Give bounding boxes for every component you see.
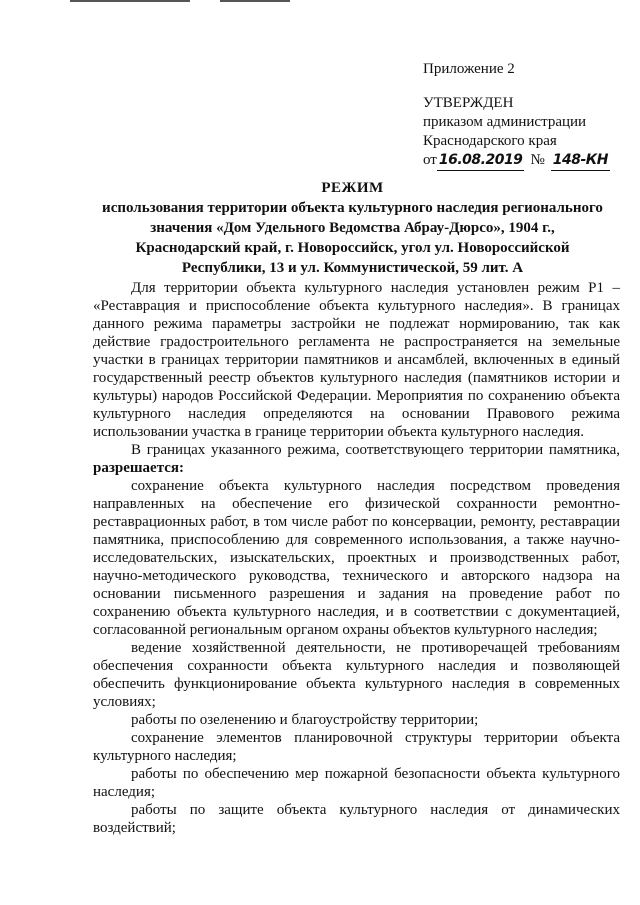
title-line-4: Республики, 13 и ул. Коммунистической, 59 лит. А [181,260,524,276]
title-line-3: Краснодарский край, г. Новороссийск, угол ул. Новороссийской [135,240,570,256]
number-sign: № [530,152,545,168]
document-body [93,279,620,837]
order-number: 148-КН [551,151,610,171]
title-line-2: значения «Дом Удельного Ведомства Абрау-Дюрсо», 1904 г., [150,220,555,236]
paragraph-landscaping: работы по озеленению и благоустройству территории; [131,712,479,728]
date-prefix: от [423,152,437,168]
order-date: 16.08.2019 [437,151,525,171]
paragraph-fire-safety: работы по обеспечению мер пожарной безопасности объекта культурного наследия; [93,766,620,800]
paragraph-planning-structure: сохранение элементов планировочной структуры территории объекта культурного наследия; [93,730,620,764]
document-title [80,178,625,278]
approved-label: УТВЕРЖДЕН [423,95,514,111]
permitted-intro-text: В границах указанного режима, соответствующего территории памятника, [131,442,620,458]
paragraph-economic-activity: ведение хозяйственной деятельности, не противоречащей требованиям обеспечения сохранности объекта культурного наследия и позволяющей обеспечить функционирование объекта культурного наследия в современных условиях; [93,640,620,710]
appendix-label: Приложение 2 [423,61,515,77]
permitted-keyword: разрешается: [93,460,185,476]
title-main: РЕЖИМ [321,180,384,196]
order-line-1: приказом администрации [423,114,587,130]
order-date-number [423,151,610,171]
paragraph-permitted-intro [93,441,620,477]
order-line-2: Краснодарского края [423,133,557,149]
approval-block [423,60,610,171]
paragraph-preservation: сохранение объекта культурного наследия посредством проведения направленных на обеспечение его физической сохранности ремонтно-реставрационных работ, в том числе работ по консервации, ремонту, реставрации памятника, приспособлению для современного использования, а также научно-исследовательских, изыскательских, проектных и производственных работ, научно-методического руководства, технического и авторского надзора на основании письменного разрешения и задания на проведение работ по сохранению объекта культурного наследия, и в соответствии с документацией, согласованной региональным органом охраны объектов культурного наследия; [93,478,620,638]
paragraph-regime: Для территории объекта культурного наследия установлен режим Р1 – «Реставрация и приспособление объекта культурного наследия». В границах данного режима параметры застройки не подлежат нормированию, так как действие градостроительного регламента не распространяется на земельные участки в границах территории памятников и ансамблей, включенных в единый государственный реестр объектов культурного наследия (памятников истории и культуры) народов Российской Федерации. Мероприятия по сохранению объекта культурного наследия определяются на основании Правового режима использовании участка в границе территории объекта культурного наследия. [93,280,620,440]
paragraph-dynamic-protection: работы по защите объекта культурного наследия от динамических воздействий; [93,802,620,836]
scan-artifact [70,0,310,3]
title-line-1: использования территории объекта культурного наследия регионального [102,200,603,216]
